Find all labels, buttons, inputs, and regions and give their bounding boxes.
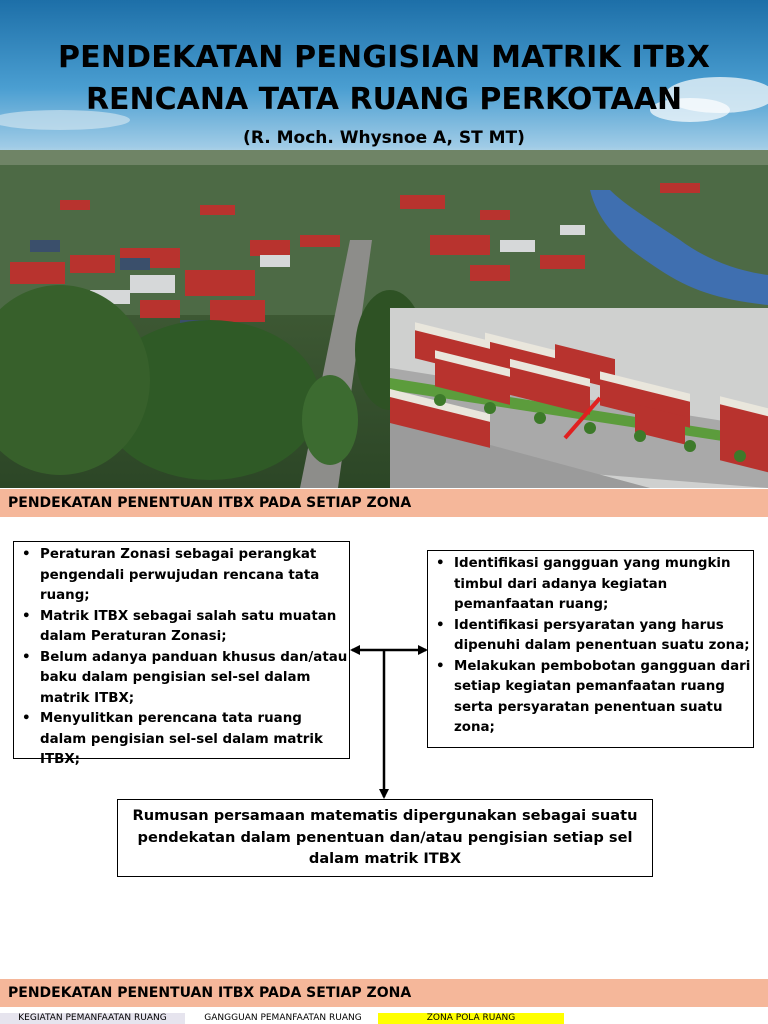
list-item: • Melakukan pembobotan gangguan dari setiap kegiatan pemanfaatan ruang serta persyaratan penentuan suatu zona;	[428, 657, 753, 739]
approach-steps-box	[427, 550, 754, 748]
section-header: PENDEKATAN PENENTUAN ITBX PADA SETIAP ZONA	[0, 489, 768, 517]
formula-conclusion-box: Rumusan persamaan matematis dipergunakan sebagai suatu pendekatan dalam penentuan dan/atau pengisian setiap sel dalam matrik ITBX	[117, 799, 653, 877]
problem-list	[14, 545, 349, 771]
list-item: • Peraturan Zonasi sebagai perangkat pengendali perwujudan rencana tata ruang;	[14, 545, 349, 607]
page-title-line-1: PENDEKATAN PENGISIAN MATRIK ITBX	[57, 40, 711, 75]
list-item: • Belum adanya panduan khusus dan/atau baku dalam pengisian sel-sel dalam matrik ITBX;	[14, 648, 349, 710]
list-item: • Identifikasi persyaratan yang harus dipenuhi dalam penentuan suatu zona;	[428, 616, 753, 657]
section-header: PENDEKATAN PENENTUAN ITBX PADA SETIAP ZONA	[0, 979, 768, 1007]
list-item: • Menyulitkan perencana tata ruang dalam pengisian sel-sel dalam matrik ITBX;	[14, 709, 349, 771]
render-illustration	[390, 308, 768, 488]
legend-item-zona: ZONA POLA RUANG	[378, 1013, 564, 1024]
legend-item-gangguan: GANGGUAN PEMANFAATAN RUANG	[196, 1013, 370, 1024]
approach-list	[428, 554, 753, 739]
legend-item-kegiatan: KEGIATAN PEMANFAATAN RUANG	[0, 1013, 185, 1024]
list-item: • Matrik ITBX sebagai salah satu muatan dalam Peraturan Zonasi;	[14, 607, 349, 648]
shophouse-3d-render	[390, 308, 768, 488]
problem-statement-box	[13, 541, 350, 767]
author-line: (R. Moch. Whysnoe A, ST MT)	[243, 128, 525, 148]
list-item: • Identifikasi gangguan yang mungkin timbul dari adanya kegiatan pemanfaatan ruang;	[428, 554, 753, 616]
page-title-line-2: RENCANA TATA RUANG PERKOTAAN	[85, 82, 683, 117]
